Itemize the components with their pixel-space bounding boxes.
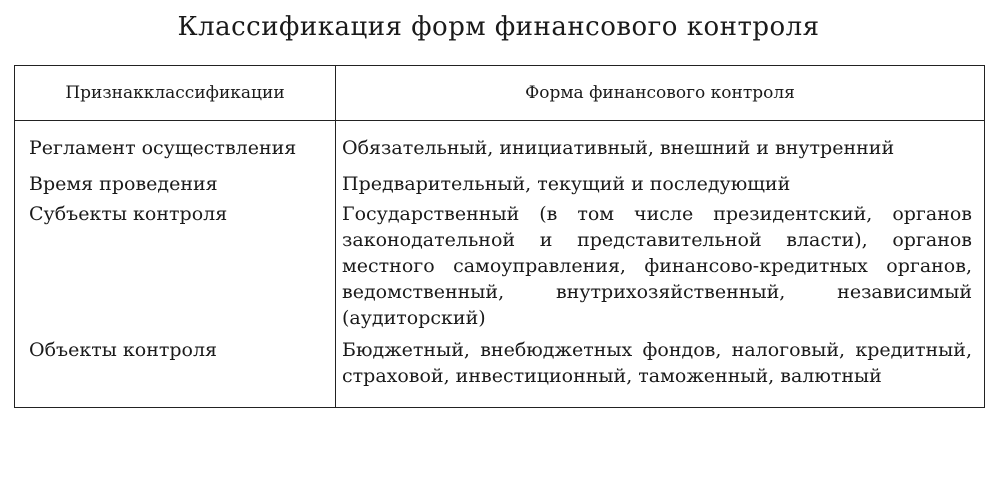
table-row (15, 121, 985, 172)
row-criterion: Время проведения (15, 171, 336, 201)
table-header-row (15, 66, 985, 121)
table-row (15, 337, 985, 408)
row-form: Государственный (в том числе президентский, органов законодательной и представительной власти), органов местного самоуправления, финансово-кредитных органов, ведомственный, внутрихозяйственный, независимый (аудиторский) (336, 201, 985, 337)
header-criterion: Признакклассификации (15, 66, 336, 121)
row-form: Предварительный, текущий и последующий (336, 171, 985, 201)
row-form: Обязательный, инициативный, внешний и внутренний (336, 121, 985, 172)
table-row (15, 171, 985, 201)
row-form: Бюджетный, внебюджетных фондов, налоговый, кредитный, страховой, инвестиционный, таможенный, валютный (336, 337, 985, 408)
page-title: Классификация форм финансового контроля (177, 12, 820, 42)
header-form: Форма финансового контроля (336, 66, 985, 121)
row-criterion: Объекты контроля (15, 337, 336, 408)
row-criterion: Регламент осуществления (15, 121, 336, 172)
table-row (15, 201, 985, 337)
row-criterion: Субъекты контроля (15, 201, 336, 337)
classification-table (14, 65, 985, 408)
